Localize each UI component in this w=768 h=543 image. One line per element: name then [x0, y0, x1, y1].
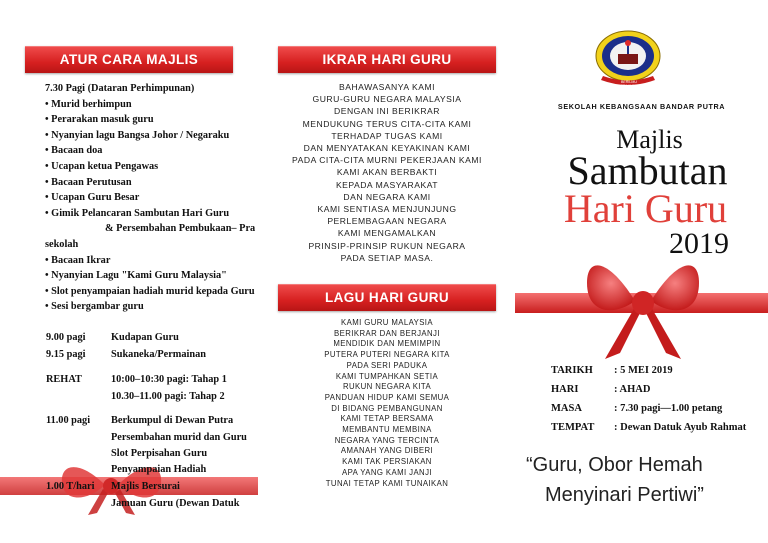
ikrar-line: GURU-GURU NEGARA MALAYSIA: [312, 94, 462, 105]
ikrar-line: KEPADA MASYARAKAT: [335, 179, 439, 190]
schedule-time: 1.00 T/hari: [46, 481, 95, 492]
schedule-time: REHAT: [46, 374, 82, 385]
ikrar-line: DAN NEGARA KAMI: [343, 191, 431, 202]
detail-label: TARIKH: [551, 365, 593, 376]
lagu-line: KAMI TETAP BERSAMA: [340, 414, 434, 424]
schedule-time: 11.00 pagi: [46, 415, 91, 426]
logo-motto: BERILMU BERAKHLAK: [618, 80, 640, 88]
schedule-desc: Majlis Bersurai: [111, 481, 180, 492]
title-year: 2019: [669, 227, 729, 260]
tagline-line-1: “Guru, Obor Hemah: [526, 454, 703, 476]
atur-cara-panel: [0, 0, 258, 543]
lagu-line: MENDIDIK DAN MEMIMPIN: [333, 339, 441, 349]
ikrar-line: PADA SETIAP MASA.: [340, 252, 434, 263]
schedule-desc: Kudapan Guru: [111, 332, 179, 343]
ikrar-title: IKRAR HARI GURU: [278, 46, 496, 73]
ikrar-line: TERHADAP TUGAS KAMI: [331, 130, 443, 141]
schedule-desc: Berkumpul di Dewan Putra: [111, 415, 234, 426]
lagu-line: PUTERA PUTERI NEGARA KITA: [324, 350, 450, 360]
detail-value: : AHAD: [614, 384, 651, 395]
atur-cara-item: • Perarakan masuk guru: [45, 114, 154, 126]
lagu-text: [262, 318, 512, 489]
lagu-line: RUKUN NEGARA KITA: [342, 382, 432, 392]
lagu-line: TUNAI TETAP KAMI TUNAIKAN: [325, 478, 449, 488]
lagu-line: MEMBANTU MEMBINA: [342, 425, 432, 435]
atur-cara-item: • Sesi bergambar guru: [45, 301, 144, 313]
ikrar-lagu-panel: [262, 0, 512, 543]
atur-cara-item: 7.30 Pagi (Dataran Perhimpunan): [45, 83, 195, 94]
ikrar-line: KAMI AKAN BERBAKTI: [336, 167, 438, 178]
lagu-line: APA YANG KAMI JANJI: [342, 467, 432, 477]
tagline-line-2: Menyinari Pertiwi”: [545, 484, 704, 506]
ikrar-line: DAN MENYATAKAN KEYAKINAN KAMI: [303, 143, 471, 154]
atur-cara-item: • Murid berhimpun: [45, 98, 132, 110]
schedule-time: 9.15 pagi: [46, 349, 86, 360]
lagu-line: KAMI TAK PERSIAKAN: [342, 457, 432, 467]
lagu-line: BERIKRAR DAN BERJANJI: [334, 328, 440, 338]
lagu-line: AMANAH YANG DIBERI: [340, 446, 434, 456]
ikrar-text: [262, 81, 512, 264]
title-majlis: Majlis: [616, 125, 683, 154]
atur-cara-item: • Bacaan Perutusan: [45, 176, 132, 188]
detail-label: HARI: [551, 384, 579, 395]
lagu-line: KAMI TUMPAHKAN SETIA: [335, 371, 439, 381]
lagu-line: KAMI GURU MALAYSIA: [341, 318, 433, 327]
atur-cara-list: [45, 81, 255, 315]
atur-cara-item: • Bacaan Ikrar: [45, 254, 111, 266]
detail-value: : 5 MEI 2019: [614, 365, 673, 376]
atur-cara-title: ATUR CARA MAJLIS: [25, 46, 233, 73]
school-name: SEKOLAH KEBANGSAAN BANDAR PUTRA: [557, 102, 726, 111]
ikrar-line: DENGAN INI BERIKRAR: [334, 106, 440, 117]
schedule-desc: Slot Perpisahan Guru: [111, 448, 208, 459]
lagu-line: DI BIDANG PEMBANGUNAN: [331, 403, 443, 413]
title-sambutan: Sambutan: [567, 148, 728, 193]
bow-ribbon-cover: [515, 255, 768, 365]
ikrar-line: KAMI MENGAMALKAN: [337, 228, 437, 239]
schedule-desc: 10.30–11.00 pagi: Tahap 2: [111, 391, 225, 402]
cover-panel: [515, 0, 768, 543]
lagu-title: LAGU HARI GURU: [278, 284, 496, 311]
detail-label: MASA: [551, 403, 582, 414]
detail-value: : Dewan Datuk Ayub Rahmat: [614, 422, 747, 433]
schedule-desc: 10:00–10:30 pagi: Tahap 1: [111, 374, 227, 385]
ikrar-line: BAHAWASANYA KAMI: [338, 82, 436, 92]
ikrar-line: PERLEMBAGAAN NEGARA: [327, 216, 447, 227]
atur-cara-item: & Persembahan Pembukaan– Pra: [105, 223, 256, 235]
detail-label: TEMPAT: [551, 422, 595, 433]
lagu-line: PANDUAN HIDUP KAMI SEMUA: [324, 392, 450, 402]
atur-cara-item: • Gimik Pelancaran Sambutan Hari Guru: [45, 207, 230, 219]
schedule-desc: Persembahan murid dan Guru: [111, 432, 247, 443]
ikrar-line: PRINSIP-PRINSIP RUKUN NEGARA: [308, 240, 466, 251]
atur-cara-item: • Bacaan doa: [45, 145, 103, 157]
event-details: [551, 365, 766, 445]
atur-cara-item: • Slot penyampaian hadiah murid kepada Guru: [45, 285, 255, 297]
title-hari-guru: Hari Guru: [563, 186, 728, 231]
detail-value: : 7.30 pagi—1.00 petang: [614, 403, 723, 414]
ikrar-line: MENDUKUNG TERUS CITA-CITA KAMI: [302, 118, 472, 129]
schedule-desc: Sukaneka/Permainan: [111, 349, 206, 360]
lagu-line: NEGARA YANG TERCINTA: [334, 435, 440, 445]
ikrar-line: KAMI SENTIASA MENJUNJUNG: [317, 204, 457, 215]
atur-cara-item: • Ucapan Guru Besar: [45, 192, 140, 204]
atur-cara-item: • Ucapan ketua Pengawas: [45, 160, 159, 172]
schedule-desc: Jamuan Guru (Dewan Datuk: [111, 498, 240, 509]
schedule-desc: Penyampaian Hadiah: [111, 464, 207, 475]
lagu-line: PADA SERI PADUKA: [346, 360, 428, 370]
schedule-time: 9.00 pagi: [46, 332, 86, 343]
atur-cara-item: • Nyanyian Lagu "Kami Guru Malaysia": [45, 270, 227, 282]
atur-cara-item: sekolah: [45, 238, 79, 250]
atur-cara-item: • Nyanyian lagu Bangsa Johor / Negaraku: [45, 129, 230, 141]
ikrar-line: PADA CITA-CITA MURNI PEKERJAAN KAMI: [292, 155, 482, 166]
